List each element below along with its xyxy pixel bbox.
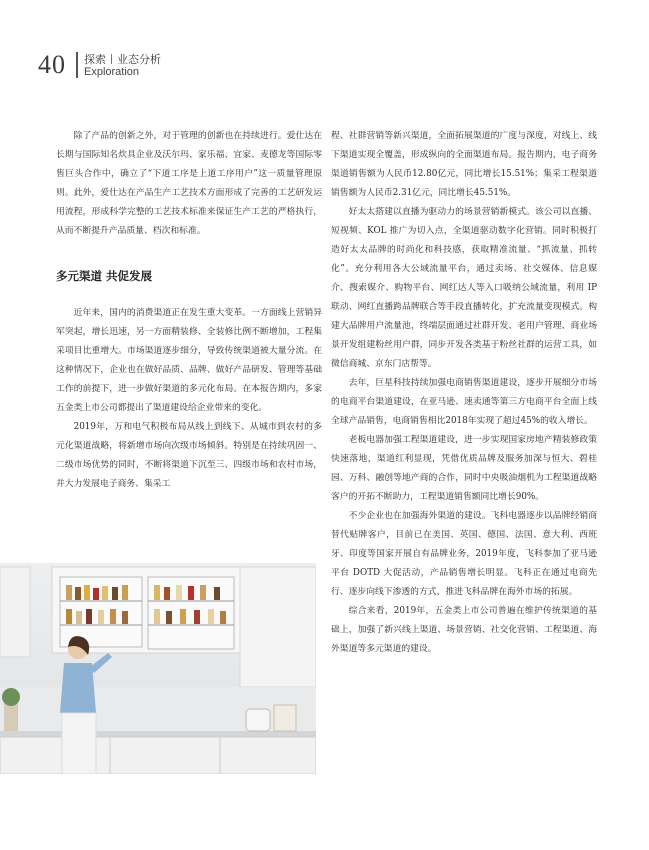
right-column bbox=[331, 127, 597, 659]
page-number: 40 bbox=[38, 50, 66, 79]
body-paragraph: 好太太搭建以直播为驱动力的场景营销新模式。该公司以直播、短视频、KOL 推广为切入点，全渠道驱动数字化营销。同时积极打造好太太品牌的时尚化和科技感，获取精准流量、“抓流量、抓转化”。充分利用各大公域流量平台，通过卖场、社交媒体、信息媒介、搜索媒介、购物平台、网红达人等入口吸纳公域流量，利用 IP 联动、网红直播跨品牌联合等手段直播转化，扩充流量变现模式。构建大品牌用户流量池，终端层面通过社群开发、老用户管理、商业场景开发组建粉丝用户群，同步开发各类基于粉丝社群的运营工具，如微信商城、京东门店帮等。 bbox=[331, 207, 597, 369]
body-paragraph: 近年来，国内的消费渠道正在发生重大变革。一方面线上营销异军突起，增长迅速，另一方面精装修、全装修比例不断增加，工程集采项目比重增大。市场渠道逐步细分，导致传统渠道被大量分流。在这种情况下，企业也在做好品质、品牌、做好产品研发、管理等基础工作的前提下，进一步做好渠道的多元化布局。在本报告期内，多家五金类上市公司都提出了渠道建设给企业带来的变化。 bbox=[56, 308, 322, 413]
body-paragraph: 老板电器加强工程渠道建设，进一步实现国家房地产精装修政策快速落地，渠道红利显现，凭借优质品牌及服务加深与恒大、碧桂园、万科、融创等地产商的合作，同时中央吸油烟机为工程渠道战略客户的开拓不断助力，工程渠道销售额同比增长90%。 bbox=[331, 435, 597, 502]
kitchen-illustration bbox=[0, 563, 316, 774]
left-column bbox=[56, 127, 322, 494]
section-separator bbox=[111, 54, 112, 64]
continued-paragraph: 程、社群营销等新兴渠道，全面拓展渠道的广度与深度，对线上、线下渠道实现全覆盖，形成纵向的全面渠道布局。报告期内，电子商务渠道销售额为人民币12.80亿元，同比增长15.51%；集采工程渠道销售额为人民币2.31亿元，同比增长45.51%。 bbox=[331, 131, 597, 198]
section-title bbox=[84, 51, 161, 67]
subheading: 多元渠道 共促发展 bbox=[56, 269, 153, 283]
section-title-cn: 探索 bbox=[84, 53, 106, 66]
kitchen-photo bbox=[0, 563, 316, 774]
intro-paragraph: 除了产品的创新之外，对于管理的创新也在持续进行。爱仕达在长期与国际知名炊具企业及沃尔玛、家乐福、宜家、麦德龙等国际零售巨头合作中，确立了“下道工序是上道工序用户”这一质量管理原则。此外，爱仕达在产品生产工艺技术方面形成了完善的工艺研发运用流程，形成科学完整的工艺技术标准来保证生产工艺的严格执行，从而不断提升产品质量、档次和标准。 bbox=[56, 131, 322, 236]
section-subtitle-cn: 业态分析 bbox=[117, 53, 161, 66]
body-paragraph: 不少企业也在加强海外渠道的建设。飞科电器逐步以品牌经销商替代贴牌客户，目前已在美国、英国、德国、法国、意大利、西班牙、印度等国家开展自有品牌业务，2019年度，飞科参加了亚马逊平台 DOTD 大促活动，产品销售增长明显。飞科正在通过电商先行、逐步向线下渗透的方式，推进飞科品牌在海外市场的拓展。 bbox=[331, 511, 597, 597]
body-paragraph: 去年，巨星科技持续加强电商销售渠道建设，逐步开展细分市场的电商平台渠道建设，在亚马逊、速卖通等第三方电商平台全面上线全球产品销售，电商销售相比2018年实现了超过45%的收入增长。 bbox=[331, 378, 597, 426]
body-paragraph: 2019年，万和电气积极布局从线上到线下、从城市到农村的多元化渠道战略，将新增市场向次级市场倾斜。特别是在持续巩固一、二级市场优势的同时，不断将渠道下沉至三、四级市场和农村市场，并大力发展电子商务、集采工 bbox=[56, 422, 322, 489]
body-paragraph: 综合来看，2019年，五金类上市公司普遍在维护传统渠道的基础上，加强了新兴线上渠道、场景营销、社交化营销、工程渠道、海外渠道等多元渠道的建设。 bbox=[331, 606, 597, 654]
header-divider bbox=[76, 52, 78, 78]
section-title-en: Exploration bbox=[84, 66, 140, 78]
